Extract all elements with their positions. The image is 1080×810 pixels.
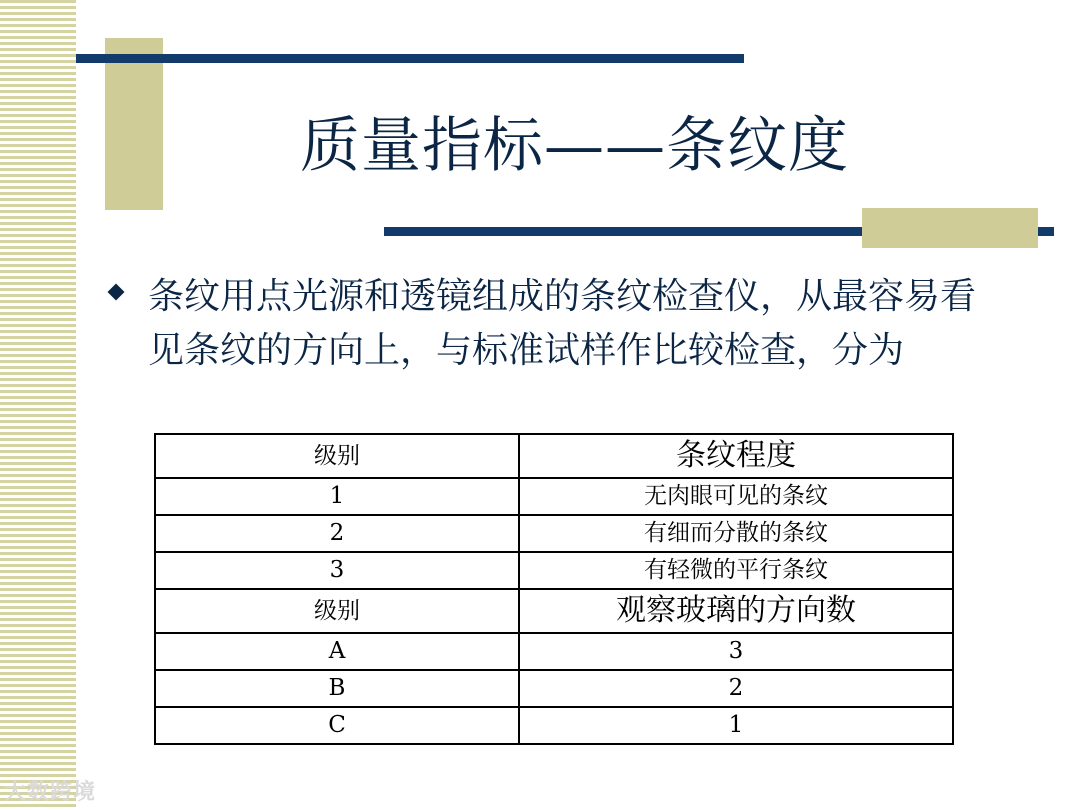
bullet-text: 条纹用点光源和透镜组成的条纹检查仪，从最容易看见条纹的方向上，与标准试样作比较检查，分为 bbox=[148, 276, 977, 371]
table-row bbox=[155, 670, 953, 707]
table-cell: 条纹程度 bbox=[519, 434, 953, 478]
bullet-diamond-icon bbox=[108, 284, 125, 301]
top-decor-line bbox=[76, 54, 744, 63]
table-row bbox=[155, 707, 953, 744]
table-cell: 有轻微的平行条纹 bbox=[519, 552, 953, 589]
right-decor-block bbox=[862, 208, 1038, 248]
table-cell: 1 bbox=[519, 707, 953, 744]
table-cell: 无肉眼可见的条纹 bbox=[519, 478, 953, 515]
slide-title: 质量指标——条纹度 bbox=[300, 111, 849, 181]
table-cell: C bbox=[155, 707, 519, 744]
table-cell: 3 bbox=[519, 633, 953, 670]
table-cell: 3 bbox=[155, 552, 519, 589]
table-cell: 观察玻璃的方向数 bbox=[519, 589, 953, 633]
table-cell: 级别 bbox=[155, 434, 519, 478]
table-row bbox=[155, 515, 953, 552]
left-stripe-decoration bbox=[0, 0, 76, 810]
table-cell: B bbox=[155, 670, 519, 707]
table-row bbox=[155, 633, 953, 670]
table-cell: 1 bbox=[155, 478, 519, 515]
table-cell: 有细而分散的条纹 bbox=[519, 515, 953, 552]
table-row bbox=[155, 552, 953, 589]
table-cell: 2 bbox=[519, 670, 953, 707]
table-cell: A bbox=[155, 633, 519, 670]
table-header-row bbox=[155, 434, 953, 478]
table-cell: 级别 bbox=[155, 589, 519, 633]
watermark: 大数跨境 bbox=[4, 780, 97, 805]
table-cell: 2 bbox=[155, 515, 519, 552]
table-header-row bbox=[155, 589, 953, 633]
stripe-grade-table bbox=[154, 433, 954, 745]
table-row bbox=[155, 478, 953, 515]
top-decor-block bbox=[105, 38, 163, 210]
